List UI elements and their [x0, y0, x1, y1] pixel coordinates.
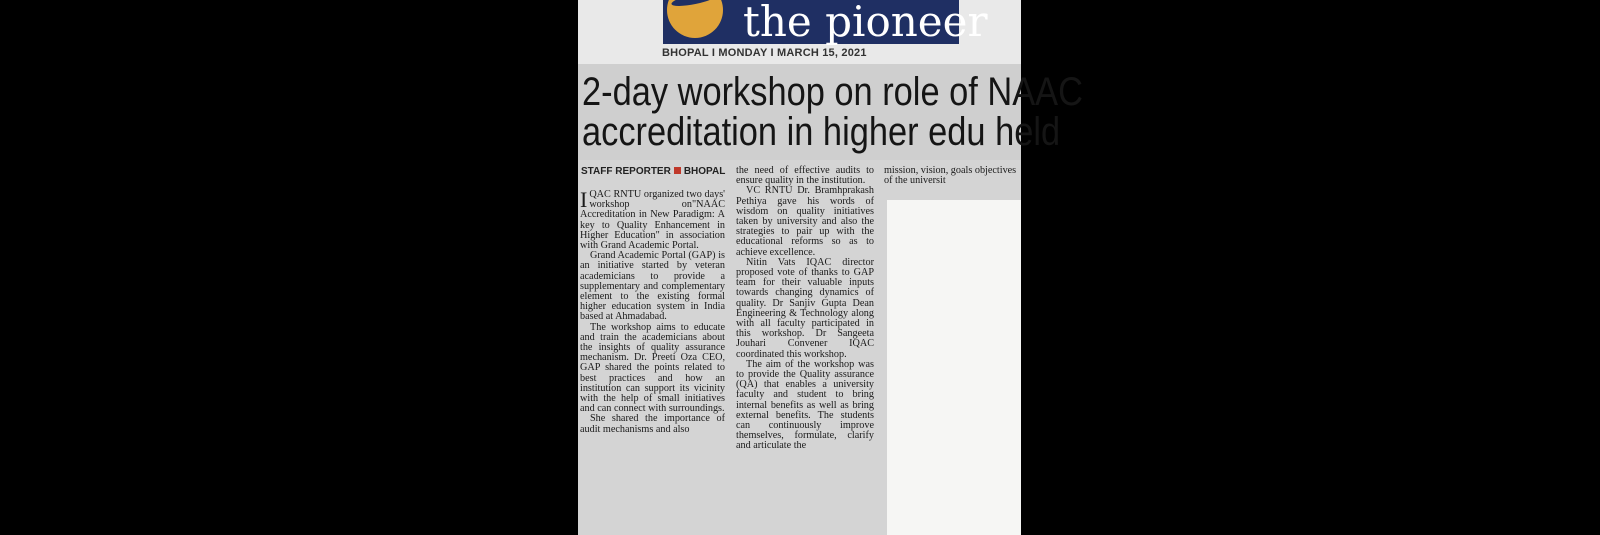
- dateline: BHOPAL I MONDAY I MARCH 15, 2021: [662, 47, 867, 59]
- paragraph: Grand Academic Portal (GAP) is an initiative started by veteran academicians to provide a supplementary and complementary element to the existing formal higher education system in India based at Ahmadabad.: [580, 250, 725, 323]
- byline-square-icon: [674, 167, 681, 174]
- byline-reporter: STAFF REPORTER: [581, 166, 671, 177]
- newspaper-name: the pioneer: [743, 0, 988, 46]
- paragraph: mission, vision, goals objectives of the universit: [884, 165, 1017, 187]
- article-column-2: [736, 166, 874, 452]
- headline: [582, 70, 1083, 154]
- pioneer-logo-icon: [667, 0, 723, 38]
- dropcap: I: [580, 187, 588, 212]
- masthead: [663, 0, 988, 46]
- byline-city: BHOPAL: [683, 166, 726, 177]
- article-column-3: [884, 166, 1021, 186]
- paragraph: The workshop aims to educate and train the academicians about the insights of quality assurance mechanism. Dr. Preeti Oza CEO, GAP shared the points related to best practices and how an institution can support its vicinity with the help of small initiatives and can connect with surroundings.: [580, 321, 725, 415]
- paragraph: the need of effective audits to ensure quality in the institution.: [736, 165, 874, 187]
- paragraph: [580, 187, 725, 252]
- paragraph: Nitin Vats IQAC director proposed vote of thanks to GAP team for their valuable inputs towards changing dynamics of quality. Dr Sanjiv Gupta Dean Engineering & Technology along with all faculty participated in this workshop. Dr Sangeeta Jouhari Convener IQAC coordinated this workshop.: [736, 256, 874, 360]
- paragraph-text: QAC RNTU organized two days' workshop on"NAAC Accreditation in New Paradigm: A key to Quality Enhancement in Higher Education" in association with Grand Academic Portal.: [580, 189, 725, 252]
- blank-paper-area: [887, 200, 1021, 535]
- paragraph: She shared the importance of audit mechanisms and also: [580, 413, 725, 435]
- paragraph: The aim of the workshop was to provide the Quality assurance (QA) that enables a university faculty and student to bring internal benefits as well as bring external benefits. The students can continuously improve themselves, formulate, clarify and articulate the: [736, 358, 874, 452]
- headline-line-1: 2-day workshop on role of NAAC: [582, 70, 1083, 114]
- byline: [581, 166, 725, 177]
- article-column-1: [580, 187, 725, 435]
- logo-swoosh: [670, 0, 719, 9]
- paragraph: VC RNTU Dr. Bramhprakash Pethiya gave his words of wisdom on quality initiatives taken by university and also the strategies to pair up with the educational reforms so as to achieve excellence.: [736, 185, 874, 258]
- headline-line-2: accreditation in higher edu held: [582, 110, 1061, 154]
